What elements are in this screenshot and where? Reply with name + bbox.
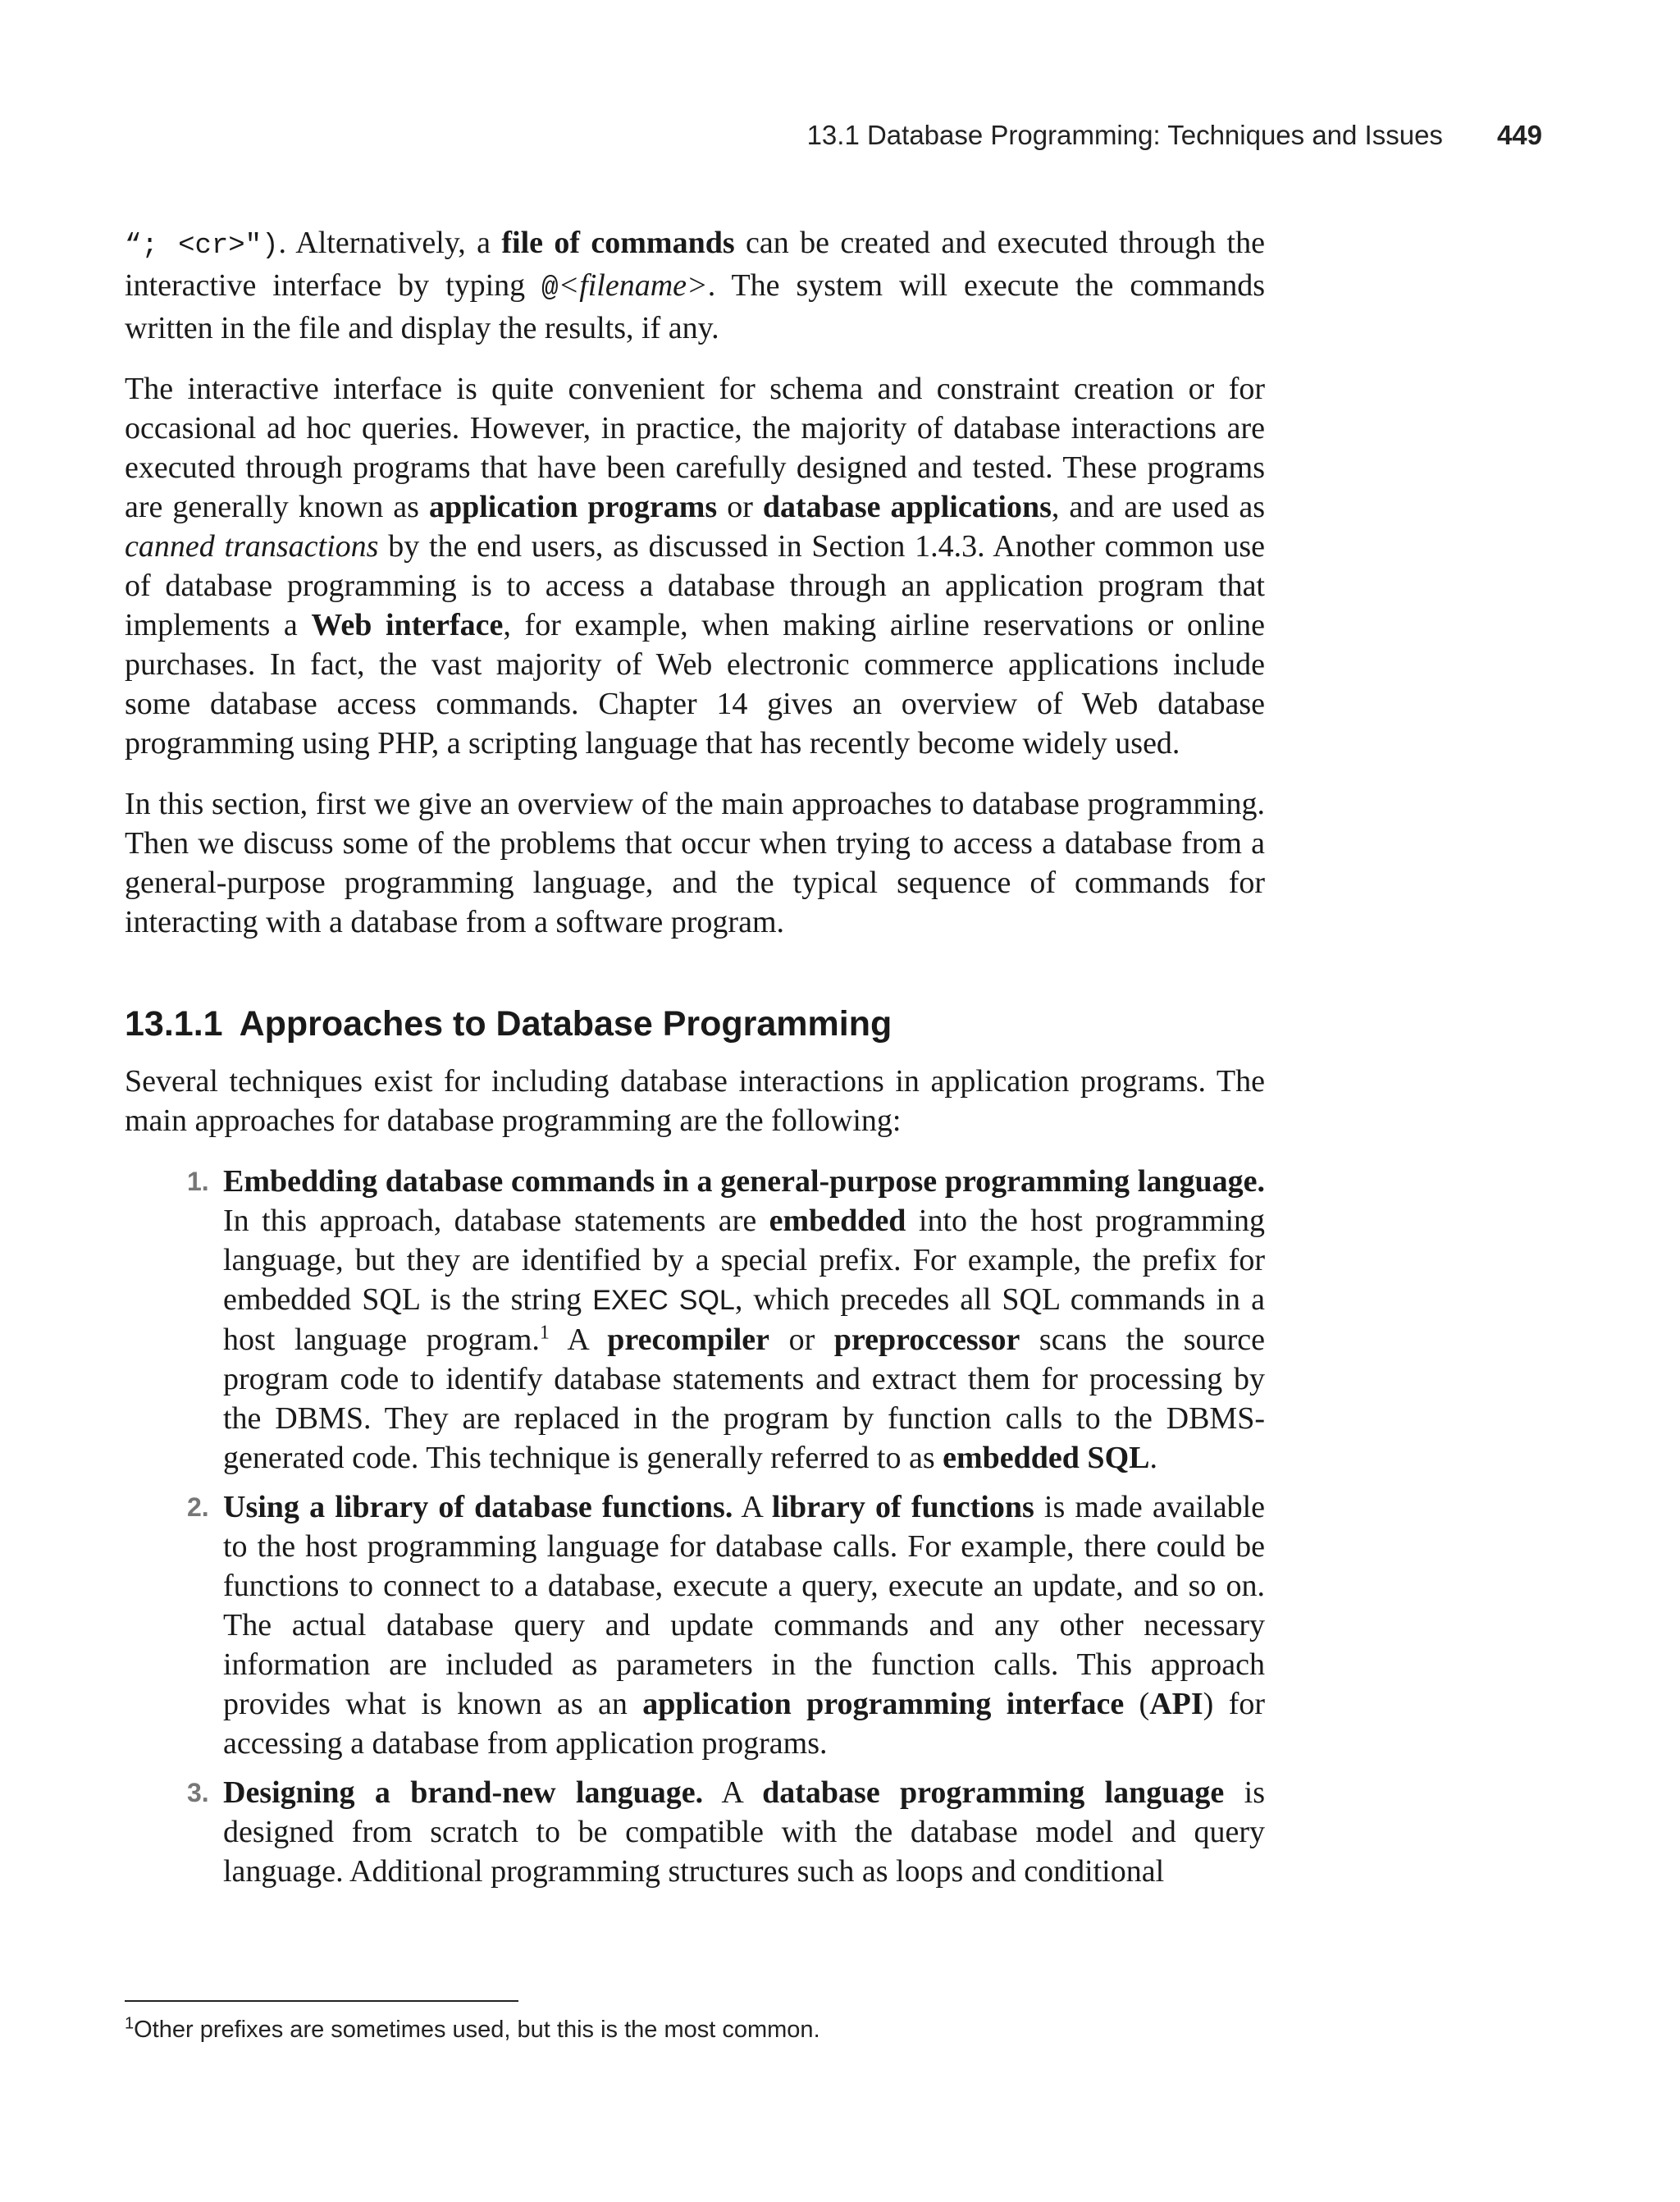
section-number: 13.1.1 — [125, 1004, 223, 1044]
list-item-number: 2. — [187, 1492, 209, 1522]
inline-code-cr: “; <cr>") — [125, 231, 279, 262]
footnote-divider — [125, 2000, 518, 2002]
list-item-number: 1. — [187, 1167, 209, 1196]
list-item-number: 3. — [187, 1778, 209, 1807]
term-web-interface: Web interface — [311, 608, 504, 642]
filename-placeholder: <filename> — [558, 268, 708, 303]
page-number: 449 — [1496, 120, 1542, 150]
paragraph-4: Several techniques exist for including database interactions in application programs. The main approaches for database programming are the following: — [125, 1064, 1265, 1138]
term-application-programs: application programs — [428, 490, 718, 524]
footnote-marker: 1 — [125, 2014, 135, 2033]
list-item: 2. Using a library of database functions. A library of functions is made available to the host programming language for database calls. For example, there could be functions to connect to a database, execute a query, execute an update, and so on. The actual database query and update commands and any other necessary information are included as parameters in the function calls. This approach provides what is known as an application programming interface (API) for accessing a database from application programs. — [223, 1487, 1265, 1763]
list-item-lead: Embedding database commands in a general-purpose programming language. — [223, 1164, 1265, 1199]
paragraph-3: In this section, first we give an overview of the main approaches to database programming. Then we discuss some of the problems that occur when trying to access a database from a general-purpose programming language, and the typical sequence of commands for interacting with a database from a software program. — [125, 787, 1265, 939]
approach-list — [125, 1162, 1265, 1891]
list-item-lead: Using a library of database functions. — [223, 1490, 733, 1524]
list-item: 3. Designing a brand-new language. A database programming language is designed from scratch to be compatible with the database model and query language. Additional programming structures such as loops and conditional — [223, 1773, 1265, 1891]
section-heading — [125, 1001, 1265, 1047]
paragraph-1: “; <cr>"). Alternatively, a file of commands can be created and executed through the interactive interface by typing @<filename>. The system will execute the commands written in the file and display the results, if any. — [125, 226, 1265, 345]
list-item-lead: Designing a brand-new language. — [223, 1775, 704, 1810]
term-database-applications: database applications — [762, 490, 1052, 524]
footnote-text: Other prefixes are sometimes used, but this is the most common. — [134, 2017, 820, 2043]
paragraph-2: The interactive interface is quite convenient for schema and constraint creation or for occasional ad hoc queries. However, in practice, the majority of database interactions are executed through programs that have been carefully designed and tested. These programs are generally known as application programs or database applications, and are used as canned transactions by the end users, as discussed in Section 1.4.3. Another common use of database programming is to access a database through an application program that implements a Web interface, for example, when making airline reservations or online purchases. In fact, the vast majority of Web electronic commerce applications include some database access commands. Chapter 14 gives an overview of Web database programming using PHP, a scripting language that has recently become widely used. — [125, 372, 1266, 761]
page-body — [125, 223, 1265, 1901]
term-canned-transactions: canned transactions — [125, 529, 379, 564]
running-head-title: 13.1 Database Programming: Techniques and Issues — [806, 120, 1443, 150]
inline-code-exec-sql: EXEC SQL — [592, 1285, 735, 1316]
term-file-of-commands: file of commands — [501, 226, 735, 260]
section-title: Approaches to Database Programming — [239, 1004, 892, 1044]
list-item: 1. Embedding database commands in a general-purpose programming language. In this approach, database statements are embedded into the host programming language, but they are identified by a special prefix. For example, the prefix for embedded SQL is the string EXEC SQL, which precedes all SQL commands in a host language program.$^1$ A precompiler or preproccessor scans the source program code to identify database statements and extract them for processing by the DBMS. They are replaced in the program by function calls to the DBMS-generated code. This technique is generally referred to as embedded SQL. — [223, 1162, 1265, 1478]
footnote — [125, 2013, 820, 2046]
footnote-reference: 1 — [539, 1322, 550, 1344]
inline-code-at: @ — [541, 273, 559, 304]
running-head — [807, 120, 1542, 151]
